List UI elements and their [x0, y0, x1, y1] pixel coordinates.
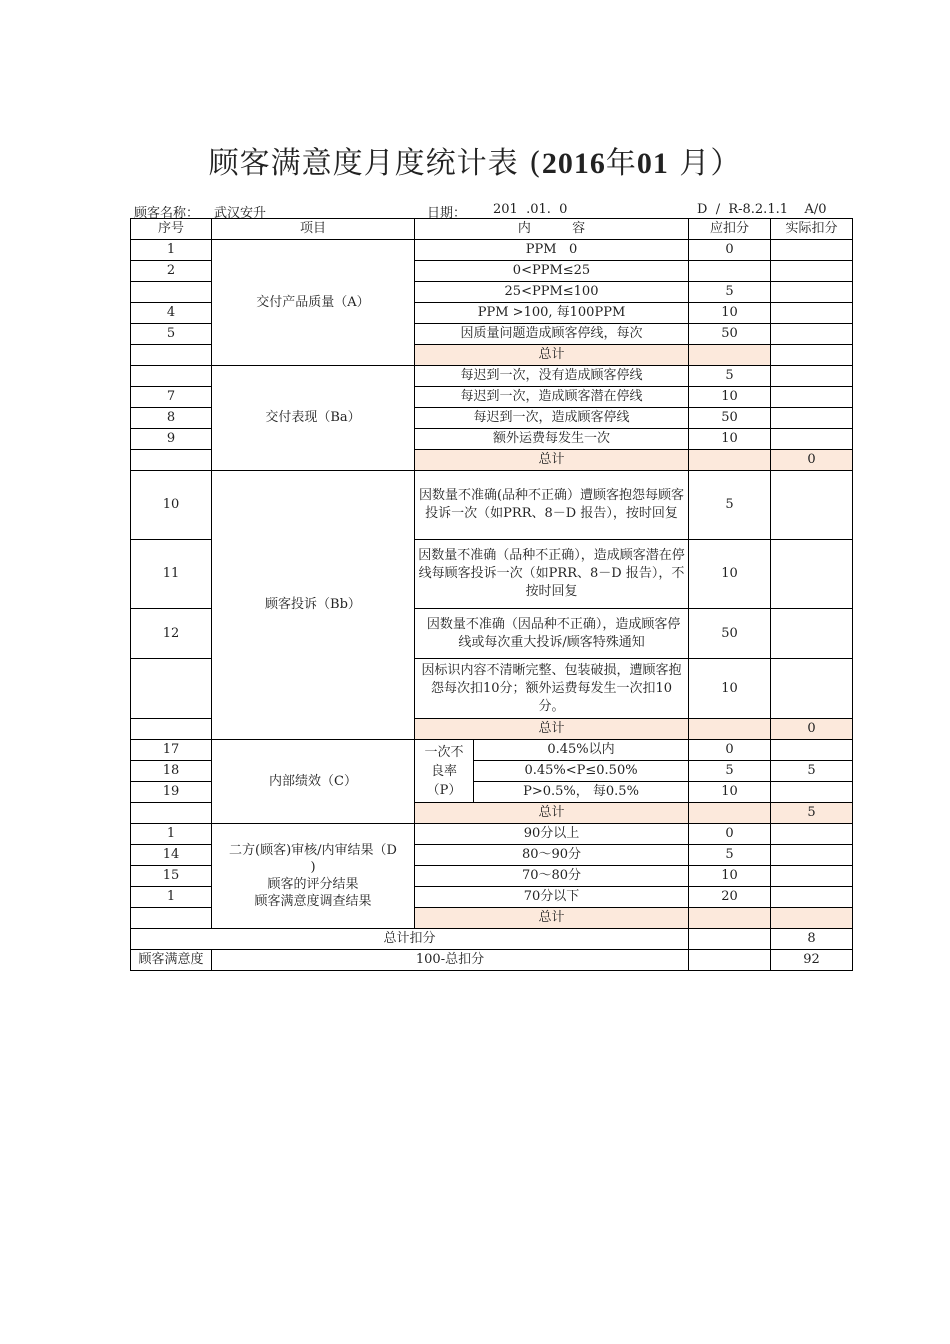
date-label: 日期： [427, 206, 467, 221]
row-actual [771, 866, 853, 887]
row-actual [771, 324, 853, 345]
row-deduct: 50 [689, 408, 771, 429]
row-deduct: 10 [689, 540, 771, 609]
row-no: 4 [131, 303, 212, 324]
row-deduct: 5 [689, 471, 771, 540]
row-no: 1 [131, 240, 212, 261]
table-header-row [131, 219, 853, 240]
row-content: 每迟到一次，造成顾客潜在停线 [415, 387, 689, 408]
row-deduct: 10 [689, 387, 771, 408]
row-no: 7 [131, 387, 212, 408]
row-no: 17 [131, 740, 212, 761]
section-c-label: 内部绩效（C） [212, 740, 415, 824]
defect-rate-label: 一次不 良率 （P） [415, 740, 474, 803]
header-no: 序号 [131, 219, 212, 240]
row-actual [771, 740, 853, 761]
section-a-label: 交付产品质量（A） [212, 240, 415, 366]
row-deduct: 50 [689, 609, 771, 659]
row-actual [771, 908, 853, 929]
row-actual [771, 282, 853, 303]
section-total-label: 总计 [415, 719, 689, 740]
page-title: 顾客满意度月度统计表 (2016年01 月） [208, 146, 742, 181]
row-no [131, 450, 212, 471]
date-value: 201 .01. 0 [493, 202, 568, 217]
row-content: 因标识内容不清晰完整、包装破损，遭顾客抱怨每次扣10分；额外运费每发生一次扣10分。 [415, 659, 689, 719]
row-no [131, 803, 212, 824]
row-deduct: 10 [689, 303, 771, 324]
total-deduction-value: 8 [771, 929, 853, 950]
satisfaction-label: 顾客满意度 [131, 950, 212, 971]
row-deduct: 10 [689, 782, 771, 803]
row-actual [771, 659, 853, 719]
row-content: 25<PPM≤100 [415, 282, 689, 303]
row-deduct: 0 [689, 240, 771, 261]
row-no: 2 [131, 261, 212, 282]
row-no [131, 659, 212, 719]
row-no: 1 [131, 824, 212, 845]
row-content: 0.45%以内 [474, 740, 689, 761]
row-no: 10 [131, 471, 212, 540]
row-no: 12 [131, 609, 212, 659]
row-actual [771, 540, 853, 609]
row-actual [771, 429, 853, 450]
row-deduct [689, 803, 771, 824]
row-deduct: 50 [689, 324, 771, 345]
row-no: 14 [131, 845, 212, 866]
row-deduct: 0 [689, 740, 771, 761]
row-deduct: 5 [689, 761, 771, 782]
row-actual [771, 303, 853, 324]
row-deduct: 0 [689, 824, 771, 845]
row-actual [771, 845, 853, 866]
row-deduct: 5 [689, 366, 771, 387]
row-deduct [689, 908, 771, 929]
header-deduct: 应扣分 [689, 219, 771, 240]
row-content: 70分以下 [415, 887, 689, 908]
document-number: D / R-8.2.1.1 A/0 [697, 202, 827, 217]
row-no: 19 [131, 782, 212, 803]
row-actual [771, 366, 853, 387]
row-content: 每迟到一次，没有造成顾客停线 [415, 366, 689, 387]
row-actual [771, 345, 853, 366]
row-actual [771, 408, 853, 429]
row-actual [771, 782, 853, 803]
row-no [131, 719, 212, 740]
row-deduct: 20 [689, 887, 771, 908]
row-no: 11 [131, 540, 212, 609]
row-no: 9 [131, 429, 212, 450]
satisfaction-table [130, 218, 853, 971]
row-content: P>0.5%， 每0.5% [474, 782, 689, 803]
row-content: 80～90分 [415, 845, 689, 866]
row-content: 额外运费每发生一次 [415, 429, 689, 450]
customer-name-value: 武汉安升 [214, 206, 267, 221]
row-no: 5 [131, 324, 212, 345]
row-content: 因数量不准确(品种不正确）遭顾客抱怨每顾客投诉一次（如PRR、8－D 报告），按时回复 [415, 471, 689, 540]
row-deduct [689, 719, 771, 740]
total-deduction-label: 总计扣分 [131, 929, 689, 950]
row-content: PPM >100, 每100PPM [415, 303, 689, 324]
section-total-label: 总计 [415, 908, 689, 929]
header-content: 内 容 [415, 219, 689, 240]
row-content: 0<PPM≤25 [415, 261, 689, 282]
satisfaction-row [131, 950, 853, 971]
section-d-label: 二方(顾客)审核/内审结果（D ) 顾客的评分结果 顾客满意度调查结果 [212, 824, 415, 929]
row-actual: 0 [771, 719, 853, 740]
row-no [131, 908, 212, 929]
row-content: 每迟到一次，造成顾客停线 [415, 408, 689, 429]
section-bb-label: 顾客投诉（Bb） [212, 471, 415, 740]
row-actual [771, 887, 853, 908]
satisfaction-deduct [689, 950, 771, 971]
row-deduct: 5 [689, 845, 771, 866]
row-content: PPM 0 [415, 240, 689, 261]
row-deduct [689, 345, 771, 366]
row-actual [771, 824, 853, 845]
header-actual: 实际扣分 [771, 219, 853, 240]
row-deduct: 10 [689, 866, 771, 887]
row-deduct: 10 [689, 659, 771, 719]
row-content: 0.45%<P≤0.50% [474, 761, 689, 782]
row-no [131, 345, 212, 366]
row-actual [771, 609, 853, 659]
row-no: 8 [131, 408, 212, 429]
row-actual: 5 [771, 803, 853, 824]
header-item: 项目 [212, 219, 415, 240]
section-total-label: 总计 [415, 803, 689, 824]
row-content: 因质量问题造成顾客停线，每次 [415, 324, 689, 345]
section-total-label: 总计 [415, 345, 689, 366]
row-deduct [689, 450, 771, 471]
section-total-label: 总计 [415, 450, 689, 471]
row-content: 70～80分 [415, 866, 689, 887]
row-deduct: 10 [689, 429, 771, 450]
row-actual [771, 240, 853, 261]
row-actual [771, 387, 853, 408]
customer-name-label: 顾客名称： [134, 206, 200, 221]
row-no: 18 [131, 761, 212, 782]
row-content: 90分以上 [415, 824, 689, 845]
row-deduct [689, 261, 771, 282]
total-deduction-row [131, 929, 853, 950]
row-actual: 0 [771, 450, 853, 471]
row-no: 15 [131, 866, 212, 887]
total-deduction-deduct [689, 929, 771, 950]
satisfaction-formula: 100-总扣分 [212, 950, 689, 971]
row-actual [771, 471, 853, 540]
row-deduct: 5 [689, 282, 771, 303]
row-no: 1 [131, 887, 212, 908]
row-content: 因数量不准确（品种不正确），造成顾客潜在停线每顾客投诉一次（如PRR、8－D 报告），不按时回复 [415, 540, 689, 609]
row-no [131, 366, 212, 387]
section-ba-label: 交付表现（Ba） [212, 366, 415, 471]
row-actual: 5 [771, 761, 853, 782]
row-no [131, 282, 212, 303]
row-actual [771, 261, 853, 282]
row-content: 因数量不准确（因品种不正确），造成顾客停线或每次重大投诉/顾客特殊通知 [415, 609, 689, 659]
satisfaction-value: 92 [771, 950, 853, 971]
